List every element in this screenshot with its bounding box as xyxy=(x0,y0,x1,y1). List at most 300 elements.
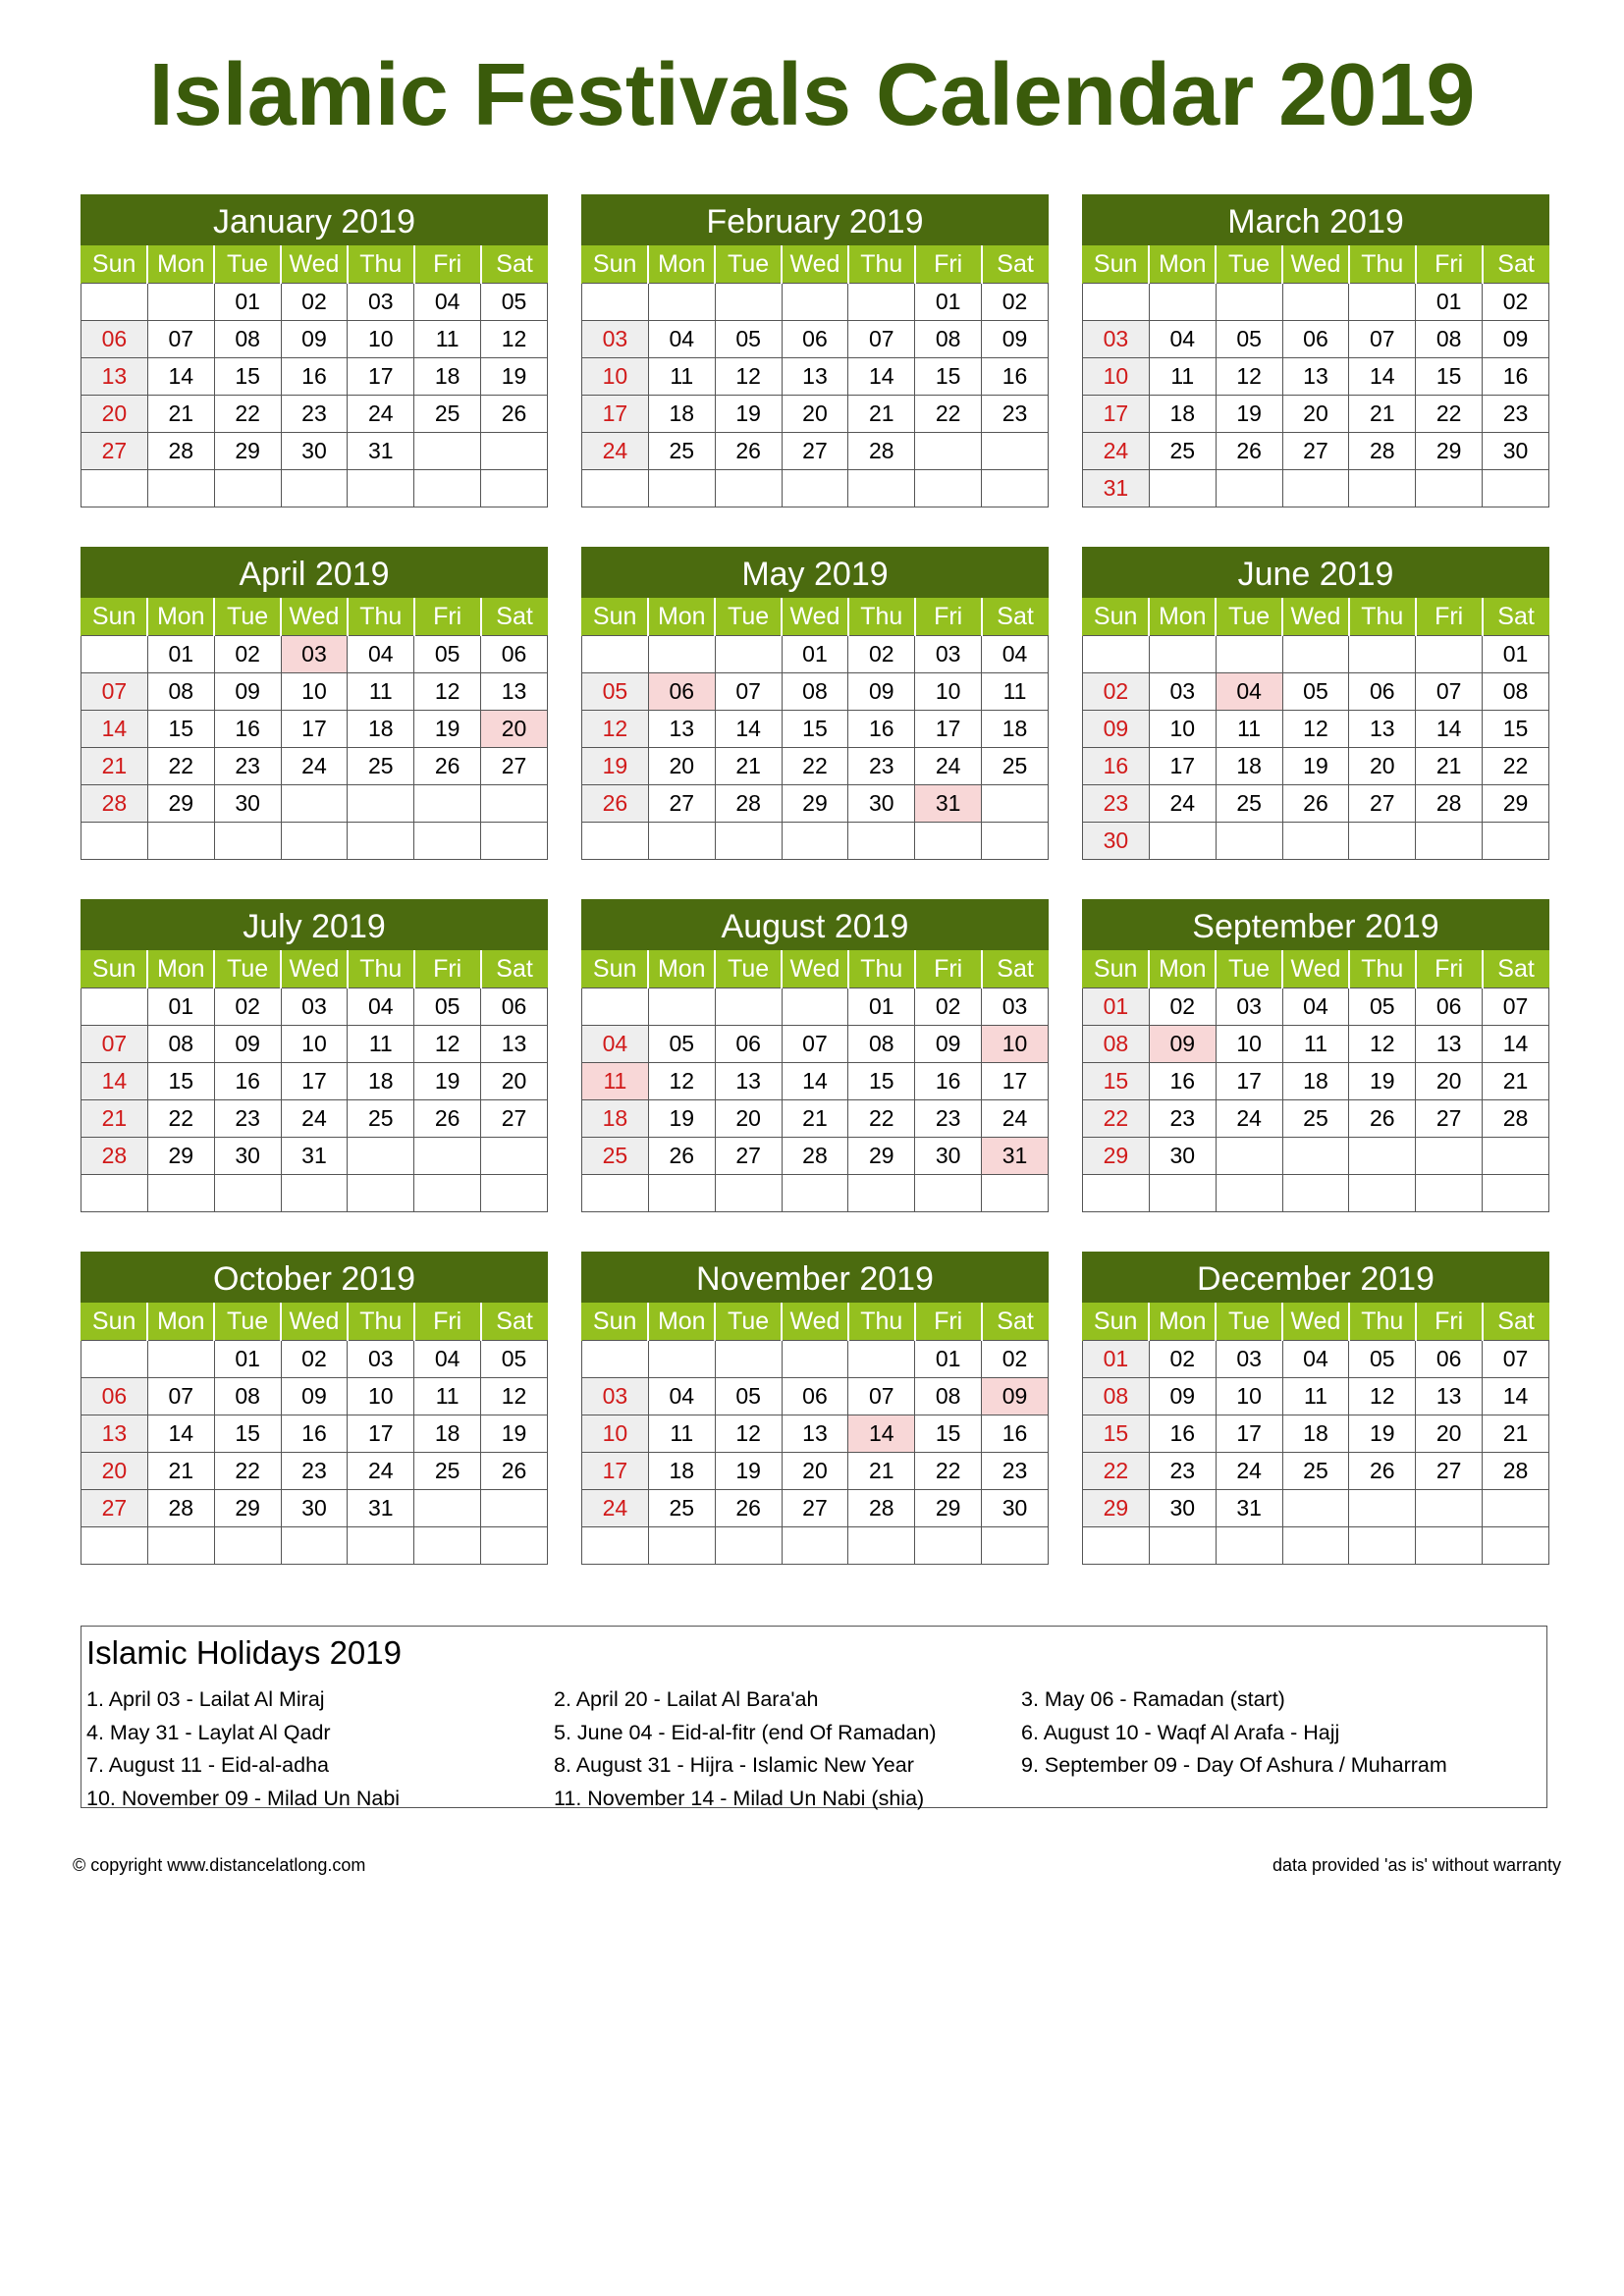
weekday-header: Thu xyxy=(1349,245,1416,284)
day-cell: 20 xyxy=(1349,748,1416,785)
day-cell: 09 xyxy=(1149,1378,1216,1415)
month-title: July 2019 xyxy=(81,899,548,950)
day-cell: 18 xyxy=(582,1100,649,1138)
month-title: March 2019 xyxy=(1082,194,1549,245)
day-cell: 14 xyxy=(1483,1378,1549,1415)
month-calendar xyxy=(581,899,1049,1226)
empty-day-cell xyxy=(147,470,214,507)
day-cell: 18 xyxy=(1282,1063,1349,1100)
day-cell: 06 xyxy=(715,1026,782,1063)
weekday-header: Thu xyxy=(348,598,414,636)
empty-day-cell xyxy=(848,1175,915,1212)
day-cell: 24 xyxy=(1216,1100,1282,1138)
weekday-header: Wed xyxy=(281,598,348,636)
day-cell: 25 xyxy=(348,1100,414,1138)
day-cell: 21 xyxy=(1416,748,1483,785)
day-cell: 04 xyxy=(582,1026,649,1063)
day-cell: 01 xyxy=(1083,988,1150,1026)
day-cell: 22 xyxy=(147,748,214,785)
day-cell: 09 xyxy=(214,1026,281,1063)
empty-day-cell xyxy=(414,1175,481,1212)
empty-day-cell xyxy=(81,1527,148,1565)
day-cell: 30 xyxy=(1149,1138,1216,1175)
weekday-header: Fri xyxy=(915,950,982,988)
weekday-header: Sat xyxy=(481,950,548,988)
day-cell: 10 xyxy=(348,321,414,358)
day-cell: 08 xyxy=(214,321,281,358)
month-grid xyxy=(581,950,1049,1212)
day-cell: 24 xyxy=(915,748,982,785)
empty-day-cell xyxy=(1483,1138,1549,1175)
weekday-header: Sat xyxy=(1483,1303,1549,1341)
day-cell: 01 xyxy=(1416,284,1483,321)
holiday-day-cell: 31 xyxy=(915,785,982,823)
empty-day-cell xyxy=(147,823,214,860)
day-cell: 17 xyxy=(1216,1063,1282,1100)
day-cell: 10 xyxy=(915,673,982,711)
day-cell: 17 xyxy=(281,1063,348,1100)
day-cell: 16 xyxy=(1149,1063,1216,1100)
day-cell: 28 xyxy=(782,1138,848,1175)
empty-day-cell xyxy=(715,1527,782,1565)
weekday-header: Tue xyxy=(715,598,782,636)
day-cell: 11 xyxy=(348,673,414,711)
day-cell: 02 xyxy=(982,1341,1049,1378)
holiday-item: 6. August 10 - Waqf Al Arafa - Hajj xyxy=(1021,1720,1340,1744)
month-grid xyxy=(1082,950,1549,1212)
empty-day-cell xyxy=(848,1527,915,1565)
day-cell: 21 xyxy=(81,748,148,785)
empty-day-cell xyxy=(1416,823,1483,860)
day-cell: 09 xyxy=(1083,711,1150,748)
holiday-day-cell: 09 xyxy=(1149,1026,1216,1063)
day-cell: 16 xyxy=(1083,748,1150,785)
day-cell: 23 xyxy=(848,748,915,785)
weekday-header: Mon xyxy=(648,598,715,636)
holiday-day-cell: 06 xyxy=(648,673,715,711)
empty-day-cell xyxy=(1216,470,1282,507)
day-cell: 20 xyxy=(481,1063,548,1100)
empty-day-cell xyxy=(1416,1527,1483,1565)
day-cell: 10 xyxy=(1216,1026,1282,1063)
empty-day-cell xyxy=(348,1175,414,1212)
day-cell: 05 xyxy=(1282,673,1349,711)
weekday-header: Sat xyxy=(481,598,548,636)
day-cell: 30 xyxy=(1149,1490,1216,1527)
weekday-header: Sun xyxy=(81,1303,148,1341)
weekday-header: Wed xyxy=(1282,598,1349,636)
day-cell: 14 xyxy=(848,358,915,396)
day-cell: 10 xyxy=(281,673,348,711)
empty-day-cell xyxy=(414,470,481,507)
day-cell: 17 xyxy=(582,396,649,433)
empty-day-cell xyxy=(1416,1175,1483,1212)
empty-day-cell xyxy=(915,433,982,470)
empty-day-cell xyxy=(782,1175,848,1212)
day-cell: 26 xyxy=(1349,1453,1416,1490)
empty-day-cell xyxy=(281,1175,348,1212)
page-title: Islamic Festivals Calendar 2019 xyxy=(148,46,1476,144)
empty-day-cell xyxy=(1483,1175,1549,1212)
copyright-text: © copyright www.distancelatlong.com xyxy=(73,1855,366,1875)
day-cell: 26 xyxy=(648,1138,715,1175)
month-calendar xyxy=(81,1252,548,1578)
day-cell: 27 xyxy=(1282,433,1349,470)
month-title: December 2019 xyxy=(1082,1252,1549,1303)
empty-day-cell xyxy=(915,470,982,507)
day-cell: 28 xyxy=(1416,785,1483,823)
weekday-header: Tue xyxy=(214,950,281,988)
day-cell: 11 xyxy=(1282,1378,1349,1415)
empty-day-cell xyxy=(414,1138,481,1175)
day-cell: 12 xyxy=(414,673,481,711)
empty-day-cell xyxy=(1216,1138,1282,1175)
month-calendar xyxy=(581,1252,1049,1578)
empty-day-cell xyxy=(648,636,715,673)
day-cell: 16 xyxy=(214,711,281,748)
day-cell: 18 xyxy=(348,711,414,748)
day-cell: 22 xyxy=(782,748,848,785)
day-cell: 20 xyxy=(81,1453,148,1490)
weekday-header: Wed xyxy=(1282,245,1349,284)
empty-day-cell xyxy=(481,1527,548,1565)
empty-day-cell xyxy=(982,823,1049,860)
day-cell: 23 xyxy=(1483,396,1549,433)
empty-day-cell xyxy=(81,1175,148,1212)
empty-day-cell xyxy=(582,470,649,507)
empty-day-cell xyxy=(1349,636,1416,673)
day-cell: 19 xyxy=(715,396,782,433)
month-grid xyxy=(581,598,1049,860)
month-calendar xyxy=(1082,1252,1549,1578)
day-cell: 12 xyxy=(414,1026,481,1063)
day-cell: 06 xyxy=(81,1378,148,1415)
empty-day-cell xyxy=(1282,470,1349,507)
day-cell: 25 xyxy=(414,396,481,433)
day-cell: 27 xyxy=(481,1100,548,1138)
holiday-item: 1. April 03 - Lailat Al Miraj xyxy=(86,1687,325,1711)
weekday-header: Thu xyxy=(1349,1303,1416,1341)
empty-day-cell xyxy=(81,988,148,1026)
day-cell: 27 xyxy=(1416,1100,1483,1138)
weekday-header: Tue xyxy=(715,950,782,988)
weekday-header: Wed xyxy=(782,950,848,988)
day-cell: 22 xyxy=(1483,748,1549,785)
day-cell: 01 xyxy=(147,636,214,673)
month-grid xyxy=(581,245,1049,507)
day-cell: 07 xyxy=(782,1026,848,1063)
day-cell: 17 xyxy=(1083,396,1150,433)
holiday-day-cell: 04 xyxy=(1216,673,1282,711)
holiday-item: 7. August 11 - Eid-al-adha xyxy=(86,1753,330,1777)
day-cell: 03 xyxy=(1216,988,1282,1026)
empty-day-cell xyxy=(81,284,148,321)
weekday-header: Sun xyxy=(1083,1303,1150,1341)
day-cell: 14 xyxy=(81,711,148,748)
empty-day-cell xyxy=(481,1175,548,1212)
empty-day-cell xyxy=(481,433,548,470)
day-cell: 07 xyxy=(1483,988,1549,1026)
day-cell: 16 xyxy=(848,711,915,748)
weekday-header: Sun xyxy=(582,1303,649,1341)
empty-day-cell xyxy=(1282,1138,1349,1175)
day-cell: 05 xyxy=(1349,988,1416,1026)
weekday-header: Wed xyxy=(281,245,348,284)
day-cell: 15 xyxy=(1083,1415,1150,1453)
day-cell: 19 xyxy=(1282,748,1349,785)
day-cell: 11 xyxy=(414,1378,481,1415)
month-grid xyxy=(81,950,548,1212)
day-cell: 18 xyxy=(648,396,715,433)
day-cell: 16 xyxy=(982,1415,1049,1453)
day-cell: 11 xyxy=(648,1415,715,1453)
day-cell: 05 xyxy=(648,1026,715,1063)
day-cell: 13 xyxy=(1282,358,1349,396)
month-title: November 2019 xyxy=(581,1252,1049,1303)
empty-day-cell xyxy=(147,284,214,321)
month-grid xyxy=(1082,245,1549,507)
month-title: May 2019 xyxy=(581,547,1049,598)
day-cell: 13 xyxy=(1416,1026,1483,1063)
weekday-header: Sun xyxy=(1083,598,1150,636)
day-cell: 28 xyxy=(147,1490,214,1527)
weekday-header: Fri xyxy=(1416,1303,1483,1341)
holiday-item: 8. August 31 - Hijra - Islamic New Year xyxy=(554,1753,914,1777)
day-cell: 02 xyxy=(281,284,348,321)
day-cell: 21 xyxy=(1483,1063,1549,1100)
empty-day-cell xyxy=(1483,823,1549,860)
holiday-day-cell: 09 xyxy=(982,1378,1049,1415)
empty-day-cell xyxy=(1149,470,1216,507)
empty-day-cell xyxy=(848,1341,915,1378)
weekday-header: Fri xyxy=(414,950,481,988)
day-cell: 04 xyxy=(348,636,414,673)
day-cell: 22 xyxy=(1083,1453,1150,1490)
day-cell: 27 xyxy=(81,1490,148,1527)
day-cell: 25 xyxy=(414,1453,481,1490)
weekday-header: Mon xyxy=(648,1303,715,1341)
day-cell: 07 xyxy=(147,321,214,358)
day-cell: 18 xyxy=(1282,1415,1349,1453)
weekday-header: Mon xyxy=(648,950,715,988)
day-cell: 18 xyxy=(1149,396,1216,433)
day-cell: 12 xyxy=(1349,1378,1416,1415)
day-cell: 18 xyxy=(414,1415,481,1453)
day-cell: 24 xyxy=(348,396,414,433)
empty-day-cell xyxy=(281,1527,348,1565)
day-cell: 06 xyxy=(782,321,848,358)
empty-day-cell xyxy=(1282,636,1349,673)
day-cell: 07 xyxy=(715,673,782,711)
day-cell: 27 xyxy=(648,785,715,823)
day-cell: 16 xyxy=(281,358,348,396)
day-cell: 02 xyxy=(214,988,281,1026)
empty-day-cell xyxy=(214,823,281,860)
holidays-list xyxy=(86,1683,1540,1815)
empty-day-cell xyxy=(582,823,649,860)
day-cell: 01 xyxy=(214,284,281,321)
day-cell: 01 xyxy=(1483,636,1549,673)
day-cell: 26 xyxy=(414,748,481,785)
empty-day-cell xyxy=(782,1341,848,1378)
day-cell: 11 xyxy=(1216,711,1282,748)
weekday-header: Fri xyxy=(1416,245,1483,284)
day-cell: 14 xyxy=(715,711,782,748)
weekday-header: Sat xyxy=(1483,598,1549,636)
day-cell: 28 xyxy=(848,1490,915,1527)
day-cell: 26 xyxy=(582,785,649,823)
weekday-header: Fri xyxy=(915,245,982,284)
day-cell: 23 xyxy=(281,396,348,433)
day-cell: 05 xyxy=(582,673,649,711)
weekday-header: Tue xyxy=(715,1303,782,1341)
day-cell: 26 xyxy=(1349,1100,1416,1138)
weekday-header: Fri xyxy=(414,245,481,284)
day-cell: 30 xyxy=(214,1138,281,1175)
day-cell: 02 xyxy=(848,636,915,673)
day-cell: 29 xyxy=(848,1138,915,1175)
weekday-header: Thu xyxy=(348,950,414,988)
day-cell: 12 xyxy=(481,1378,548,1415)
day-cell: 20 xyxy=(782,1453,848,1490)
day-cell: 07 xyxy=(81,673,148,711)
day-cell: 08 xyxy=(915,1378,982,1415)
day-cell: 28 xyxy=(147,433,214,470)
weekday-header: Sun xyxy=(81,598,148,636)
day-cell: 23 xyxy=(1149,1100,1216,1138)
day-cell: 12 xyxy=(715,1415,782,1453)
day-cell: 03 xyxy=(348,284,414,321)
day-cell: 09 xyxy=(982,321,1049,358)
day-cell: 28 xyxy=(848,433,915,470)
day-cell: 17 xyxy=(348,358,414,396)
weekday-header: Wed xyxy=(782,245,848,284)
day-cell: 02 xyxy=(1149,1341,1216,1378)
empty-day-cell xyxy=(414,1490,481,1527)
day-cell: 05 xyxy=(715,321,782,358)
day-cell: 13 xyxy=(648,711,715,748)
day-cell: 20 xyxy=(1282,396,1349,433)
weekday-header: Sat xyxy=(982,950,1049,988)
day-cell: 01 xyxy=(848,988,915,1026)
empty-day-cell xyxy=(582,636,649,673)
day-cell: 24 xyxy=(982,1100,1049,1138)
weekday-header: Fri xyxy=(915,598,982,636)
day-cell: 21 xyxy=(147,396,214,433)
day-cell: 19 xyxy=(1349,1063,1416,1100)
empty-day-cell xyxy=(1282,1490,1349,1527)
day-cell: 14 xyxy=(1349,358,1416,396)
day-cell: 11 xyxy=(1282,1026,1349,1063)
day-cell: 03 xyxy=(915,636,982,673)
day-cell: 19 xyxy=(481,358,548,396)
month-calendar xyxy=(1082,547,1549,874)
day-cell: 05 xyxy=(481,284,548,321)
day-cell: 03 xyxy=(1149,673,1216,711)
empty-day-cell xyxy=(1216,284,1282,321)
weekday-header: Fri xyxy=(414,598,481,636)
empty-day-cell xyxy=(1282,823,1349,860)
day-cell: 18 xyxy=(414,358,481,396)
empty-day-cell xyxy=(348,1527,414,1565)
day-cell: 02 xyxy=(281,1341,348,1378)
empty-day-cell xyxy=(648,1341,715,1378)
day-cell: 12 xyxy=(582,711,649,748)
empty-day-cell xyxy=(782,470,848,507)
day-cell: 07 xyxy=(848,321,915,358)
day-cell: 27 xyxy=(715,1138,782,1175)
day-cell: 23 xyxy=(1083,785,1150,823)
weekday-header: Wed xyxy=(1282,950,1349,988)
empty-day-cell xyxy=(1083,1527,1150,1565)
day-cell: 02 xyxy=(1083,673,1150,711)
day-cell: 15 xyxy=(1083,1063,1150,1100)
day-cell: 28 xyxy=(715,785,782,823)
weekday-header: Wed xyxy=(1282,1303,1349,1341)
day-cell: 15 xyxy=(1416,358,1483,396)
empty-day-cell xyxy=(348,823,414,860)
day-cell: 04 xyxy=(348,988,414,1026)
holiday-item: 4. May 31 - Laylat Al Qadr xyxy=(86,1720,331,1744)
empty-day-cell xyxy=(1349,1175,1416,1212)
day-cell: 23 xyxy=(281,1453,348,1490)
empty-day-cell xyxy=(481,1490,548,1527)
day-cell: 22 xyxy=(214,396,281,433)
day-cell: 23 xyxy=(1149,1453,1216,1490)
empty-day-cell xyxy=(348,785,414,823)
empty-day-cell xyxy=(648,284,715,321)
weekday-header: Sun xyxy=(582,598,649,636)
empty-day-cell xyxy=(715,470,782,507)
day-cell: 07 xyxy=(848,1378,915,1415)
empty-day-cell xyxy=(1483,470,1549,507)
weekday-header: Wed xyxy=(782,598,848,636)
day-cell: 30 xyxy=(848,785,915,823)
day-cell: 03 xyxy=(1216,1341,1282,1378)
month-calendar xyxy=(81,194,548,521)
day-cell: 25 xyxy=(582,1138,649,1175)
empty-day-cell xyxy=(214,470,281,507)
day-cell: 13 xyxy=(782,1415,848,1453)
day-cell: 09 xyxy=(915,1026,982,1063)
holiday-item: 3. May 06 - Ramadan (start) xyxy=(1021,1687,1285,1711)
day-cell: 31 xyxy=(281,1138,348,1175)
weekday-header: Thu xyxy=(348,1303,414,1341)
weekday-header: Mon xyxy=(147,1303,214,1341)
empty-day-cell xyxy=(1349,284,1416,321)
day-cell: 03 xyxy=(281,988,348,1026)
day-cell: 05 xyxy=(414,636,481,673)
day-cell: 29 xyxy=(1416,433,1483,470)
month-grid xyxy=(1082,1303,1549,1565)
day-cell: 01 xyxy=(915,284,982,321)
day-cell: 29 xyxy=(214,433,281,470)
day-cell: 06 xyxy=(1349,673,1416,711)
day-cell: 16 xyxy=(915,1063,982,1100)
day-cell: 08 xyxy=(1083,1378,1150,1415)
day-cell: 28 xyxy=(1483,1100,1549,1138)
weekday-header: Sat xyxy=(1483,245,1549,284)
day-cell: 13 xyxy=(81,358,148,396)
day-cell: 13 xyxy=(481,1026,548,1063)
day-cell: 25 xyxy=(1282,1453,1349,1490)
day-cell: 21 xyxy=(147,1453,214,1490)
day-cell: 29 xyxy=(147,1138,214,1175)
empty-day-cell xyxy=(1216,636,1282,673)
holiday-day-cell: 20 xyxy=(481,711,548,748)
day-cell: 09 xyxy=(281,1378,348,1415)
empty-day-cell xyxy=(715,284,782,321)
